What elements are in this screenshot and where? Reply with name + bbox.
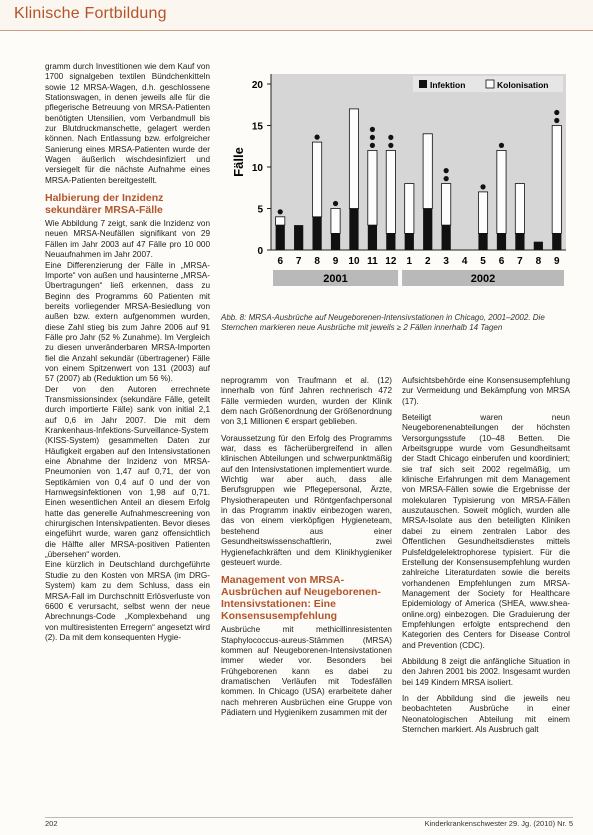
bar-kolonisation — [312, 142, 321, 217]
x-tick-label: 9 — [332, 256, 339, 267]
text-column-1 — [45, 62, 210, 643]
text-column-3 — [402, 376, 570, 735]
legend-label-infektion: Infektion — [430, 80, 466, 90]
paragraph: In der Abbildung sind die jeweils neu beobachteten Ausbrüche in einer Neonatologischen Abteilung mit einem Sternchen markiert. Als Ausbruch galt — [402, 693, 570, 734]
bar-infektion — [405, 233, 414, 250]
x-tick-label: 8 — [314, 256, 320, 267]
section-heading: Management von MRSA-Ausbrüchen auf Neugeborenen-Intensivstationen: Eine Konsensusempfehlung — [221, 574, 381, 623]
paragraph: Voraussetzung für den Erfolg des Programms war, dass es fächerübergreifend in allen klinischen Abteilungen und schwerpunktmäßig auf den Intensivstationen implementiert wurde. Wichtig war aber auch, dass alle Berufsgruppen wie Pflegepersonal, Ärzte, Physiotherapeuten und Röntgenfachpersonal in das Programm inaktiv einbezogen waren, das von einem vierköpfigen Hygieneteam, bestehend aus einer Gesundheitswissenschaftlerin, zwei Hygienefachkräften und dem Klinikhygieniker gesteuert wurde. — [221, 433, 392, 567]
x-tick-label: 9 — [554, 256, 560, 267]
paragraph: Abbildung 8 zeigt die anfängliche Situation in den Jahren 2001 bis 2002. Insgesamt wurden bei 149 Kindern MRSA isoliert. — [402, 656, 570, 687]
y-tick-label: 20 — [251, 80, 263, 91]
bar-infektion — [312, 217, 321, 250]
x-tick-label: 8 — [535, 256, 542, 267]
outbreak-star-marker — [278, 209, 283, 214]
bar-infektion — [368, 225, 377, 250]
text-column-2 — [221, 376, 392, 718]
x-tick-label: 7 — [517, 256, 523, 267]
bar-kolonisation — [423, 134, 432, 209]
outbreak-star-marker — [444, 168, 449, 173]
x-tick-label: 1 — [406, 256, 413, 267]
outbreak-star-marker — [480, 184, 485, 189]
bar-kolonisation — [386, 150, 395, 233]
x-tick-label: 12 — [385, 256, 397, 267]
paragraph: Eine kürzlich in Deutschland durchgeführte Studie zu den Kosten von MRSA (im DRG-System) kam zu dem Schluss, dass ein MRSA-Fall im Durchschnitt Erlösverluste von 6600 € verursacht, selbst wenn der neue Abrechnungs-Code „Komplexbehand ung von multiresistenten Erregern“ angesetzt wird (2). Da mit dem konsequenten Hygie- — [45, 560, 210, 642]
year-label: 2002 — [470, 273, 496, 285]
legend-swatch-infektion — [419, 80, 427, 88]
bar-kolonisation — [349, 109, 358, 209]
page-number: 202 — [45, 819, 58, 828]
bar-infektion — [478, 233, 487, 250]
journal-citation: Kinderkrankenschwester 29. Jg. (2010) Nr. 5 — [424, 819, 573, 828]
paragraph: Ausbrüche mit methicillinresistenten Staphylococcus-aureus-Stämmen (MRSA) kommen auf Neugeborenen-Intensivstationen immer wieder vor. Besonders bei Frühgeborenen kann es dabei zu dramatischen Verläufen mit Todesfällen kommen. In Chicago (USA) erarbeitete daher nach mehreren Ausbrüchen eine Gruppe von Pädiatern und Hygienikern zusammen mit der — [221, 625, 392, 717]
page-footer — [0, 817, 593, 831]
x-tick-label: 11 — [367, 256, 378, 267]
x-tick-label: 6 — [498, 256, 505, 267]
bar-infektion — [276, 225, 285, 250]
outbreak-bar-chart — [221, 62, 571, 307]
bar-kolonisation — [497, 150, 506, 233]
y-axis-label: Fälle — [231, 147, 246, 177]
x-tick-label: 4 — [461, 256, 468, 267]
bar-infektion — [497, 233, 506, 250]
section-heading: Halbierung der Inzidenz sekundärer MRSA-Fälle — [45, 192, 164, 217]
bar-kolonisation — [515, 184, 524, 234]
outbreak-star-marker — [554, 118, 559, 123]
bar-infektion — [442, 225, 451, 250]
paragraph: Der von den Autoren errechnete Transmissionsindex (sekundäre Fälle, geteilt durch importierte Fälle) sank von initial 2,1 auf 0,6 im Jahr 2007. Die mit dem Krankenhaus-Infektions-Surveillance-System (KISS-System) gesammelten Daten zur Häufigkeit ergaben auf den Intensivstationen eine Abnahme der Inzidenz von MRSA-Pneumonien von 1,47 auf 0,71, der von Septikämien von 0,4 auf 0 und der von Harnwegsinfektionen von 1,98 auf 0,71. Einen wesentlichen Anteil an diesem Erfolg hatte das generelle Aufnahmescreening von chirurgischen Intensivpatienten. Bevor dieses eingeführt wurde, waren ganz offensichtlich die Hälfte aller MRSA-positiven Patienten „übersehen“ worden. — [45, 384, 210, 560]
outbreak-star-marker — [370, 135, 375, 140]
x-tick-label: 7 — [295, 256, 302, 267]
x-tick-label: 2 — [424, 256, 431, 267]
bar-infektion — [515, 233, 524, 250]
year-label: 2001 — [323, 273, 348, 285]
y-tick-label: 15 — [251, 121, 263, 133]
outbreak-star-marker — [444, 176, 449, 181]
legend-swatch-kolonisation — [486, 80, 494, 88]
bar-infektion — [331, 233, 340, 250]
bar-kolonisation — [405, 184, 414, 234]
paragraph: neprogramm von Traufmann et al. (12) innerhalb von fünf Jahren rechnerisch 472 Fälle vermieden wurden, wurden der Klinik dem nach Größenordnung der Größenordnung von 3,1 Millionen € erspart geblieben. — [221, 376, 392, 427]
bar-infektion — [386, 233, 395, 250]
bar-infektion — [294, 225, 303, 250]
bar-kolonisation — [478, 192, 487, 234]
paragraph: Aufsichtsbehörde eine Konsensusempfehlung zur Vermeidung und Bekämpfung von MRSA (17). — [402, 376, 570, 406]
bar-infektion — [349, 209, 358, 251]
bar-kolonisation — [276, 217, 285, 225]
bar-kolonisation — [368, 150, 377, 225]
outbreak-star-marker — [388, 143, 393, 148]
bar-infektion — [423, 209, 432, 251]
section-title: Klinische Fortbildung — [14, 5, 167, 22]
page-header — [0, 0, 593, 31]
paragraph: gramm durch Investitionen wie dem Kauf von 1700 signalgeben textilen Bündchenkitteln sowie 12 MRSA-Wagen, d.h. geschlossene Stationswagen, in denen jeweils alle für die pflegerische Betreuung von MRSA-Patienten benötigten Utensilien, vom Verbandmull bis zur Blutdruckmanschette, gelagert werden können. Nach Entlassung bzw. erfolgreicher Sanierung eines MRSA-Patienten wurde der Wagen äußerlich wischdesinfiziert und versiegelt für die nächste Aufnahme eines MRSA-Patienten bereitgestellt. — [45, 62, 210, 185]
outbreak-star-marker — [314, 135, 319, 140]
paragraph: Beteiligt waren neun Neugeborenenabteilungen der höchsten Versorgungsstufe (10–48 Betten. Die Arbeitsgruppe wurde vom Gesundheitsamt der Stadt Chicago einberufen und koordiniert; sie traf sich seit 2002 regelmäßig, um klinische Erfahrungen mit dem Management von MRSA-Fällen sowie die Ergebnisse der molekularen Typisierung von MRSA-Fällen auszutauschen. Soweit möglich, wurden alle MRSA-Isolate aus den beteiligten Kliniken dabei zu einem zentralen Labor des Öffentlichen Gesundheitsdienstes mittels Pulsfeldgelelektrophorese typisiert. Für die Erstellung der Konsensusempfehlung wurden zahlreiche Literaturdaten sowie die bereits vorhandenen Empfehlungen zum MRSA-Management der Society for Healthcare Epidemiology of America (SHEA, www.shea-online.org) einbezogen. Die Graduierung der Empfehlungen erfolgte entsprechend den Kategorien des Centers for Disease Control and Prevention (CDC). — [402, 413, 570, 650]
y-tick-label: 10 — [251, 163, 263, 174]
bar-infektion — [534, 242, 543, 250]
x-tick-label: 3 — [443, 256, 449, 267]
bar-kolonisation — [331, 209, 340, 234]
paragraph: Wie Abbildung 7 zeigt, sank die Inzidenz von neuen MRSA-Neufällen signifikant von 29 Fällen im Jahr 2003 auf 47 Fälle pro 10 000 Neuaufnahmen im Jahr 2007. — [45, 219, 210, 260]
figure-8 — [221, 62, 571, 307]
x-tick-label: 6 — [277, 256, 283, 267]
outbreak-star-marker — [370, 127, 375, 132]
y-tick-label: 0 — [257, 246, 263, 257]
outbreak-star-marker — [388, 135, 393, 140]
x-tick-label: 5 — [480, 256, 486, 267]
outbreak-star-marker — [333, 201, 338, 206]
y-tick-label: 5 — [257, 204, 263, 216]
bar-kolonisation — [552, 126, 561, 234]
outbreak-star-marker — [370, 143, 375, 148]
legend-label-kolonisation: Kolonisation — [497, 80, 549, 90]
x-tick-label: 10 — [348, 256, 360, 267]
outbreak-star-marker — [554, 110, 559, 115]
bar-infektion — [552, 233, 561, 250]
bar-kolonisation — [442, 184, 451, 226]
paragraph: Eine Differenzierung der Fälle in „MRSA-Importe“ von außen und hausinterne „MRSA-Übertragungen“ ließ erkennen, dass zu Beginn des Programms 60 Patienten mit bereits vorliegender MRSA-Besiedlung von außen bzw. extern aufgenommen wurden, diese Zahl stieg bis zum Jahre 2006 auf 91 Fälle pro Jahr (52 % Zunahme). Im Vergleich zu diesen unveränderbaren MRSA-Importen fiel die Anzahl sekundär (übertragener) Fälle von einem Spitzenwert von 131 (2003) auf 57 (2007) ab (Reduktion um 56 %). — [45, 260, 210, 384]
figure-caption: Abb. 8: MRSA-Ausbrüche auf Neugeborenen-Intensivstationen in Chicago, 2001–2002. Die Sternchen markieren neue Ausbrüche mit jeweils ≥ 2 Fällen innerhalb 14 Tagen — [221, 313, 545, 333]
outbreak-star-marker — [499, 143, 504, 148]
